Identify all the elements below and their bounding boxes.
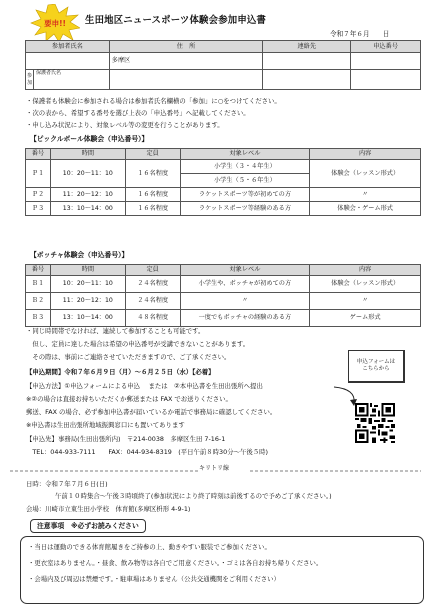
pb-time: 13：10～14：00 xyxy=(50,202,125,216)
address-prefix: 多摩区 xyxy=(111,57,131,65)
header-name: 参加者氏名 xyxy=(26,41,110,53)
event-venue: 会場：川崎市立東生田小学校 体育館(多摩区枡形 4-9-1) xyxy=(26,505,191,513)
app-number-field[interactable] xyxy=(351,53,421,70)
application-header-row xyxy=(26,41,421,53)
bc-cap: ４８名程度 xyxy=(125,310,180,327)
method-3: 郵送、FAX の場合、必ず参加申込書が届いているか電話で事務局に確認してください。 xyxy=(26,408,277,416)
pb-time: 10：20～11：10 xyxy=(50,160,125,188)
urgent-badge xyxy=(30,4,80,42)
header-contact: 連絡先 xyxy=(263,41,351,53)
bc-col-level: 対象レベル xyxy=(180,265,310,276)
pb-level: 小学生（３・４年生） xyxy=(180,160,310,174)
instruction-1: ・保護者も体験会に参加される場合は参加者氏名欄横の「参加」に○をつけてください。 xyxy=(26,97,281,105)
pb-col-level: 対象レベル xyxy=(180,149,310,160)
table-row xyxy=(26,202,421,216)
bc-cap: ２４名程度 xyxy=(125,293,180,310)
note-2: 但し、定員に達した場合は希望の申込番号が受講できないことがあります。 xyxy=(26,340,250,348)
pickleball-heading: 【ピックルボール体験会（申込番号）】 xyxy=(30,135,149,143)
table-row xyxy=(26,188,421,202)
bc-col-no: 番号 xyxy=(26,265,51,276)
boccia-heading: 【ボッチャ体験会（申込番号）】 xyxy=(30,251,129,259)
contact-address: 【申込先】事務局(生田出張所内) 〒214-0038 多摩区生田 7-16-1 xyxy=(26,435,226,443)
pb-level: ラケットスポーツ等経験のある方 xyxy=(180,202,310,216)
boccia-header-row xyxy=(26,265,421,276)
qr-label-line2: こちらから xyxy=(362,366,390,372)
pb-content: 〃 xyxy=(310,188,421,202)
table-row xyxy=(26,310,421,327)
event-date: 日時：令和７年７月６日(日) xyxy=(26,480,108,488)
pb-no: Ｐ２ xyxy=(26,188,51,202)
bc-level: 小学生や、ボッチャが初めての方 xyxy=(180,276,310,293)
bc-col-time: 時間 xyxy=(50,265,125,276)
bc-col-cap: 定員 xyxy=(125,265,180,276)
participate-checkbox[interactable] xyxy=(26,70,34,90)
guardian-contact-field[interactable] xyxy=(263,70,351,90)
bc-time: 10：20～11：10 xyxy=(50,276,125,293)
note-1: ・同じ時間帯でなければ、連続して参加することも可能です。 xyxy=(26,327,205,335)
notice-item-2: ・更衣室はありません。・昼食、飲み物等は各自でご用意ください。・ゴミは各自お持ち帰りください。 xyxy=(28,559,323,567)
bc-no: Ｂ３ xyxy=(26,310,51,327)
method-4: ※申込書は生田出張所地域振興窓口にも置いてあります xyxy=(26,421,185,429)
bc-no: Ｂ２ xyxy=(26,293,51,310)
pb-content: 体験会・ゲーム形式 xyxy=(310,202,421,216)
pb-level: 小学生（５・６年生） xyxy=(180,174,310,188)
participant-name-field[interactable] xyxy=(26,53,110,70)
pb-no: Ｐ３ xyxy=(26,202,51,216)
table-row xyxy=(26,160,421,174)
guardian-name-field[interactable] xyxy=(33,70,109,90)
application-table xyxy=(25,40,421,90)
participant-row xyxy=(26,53,421,70)
participate-label: 参加 xyxy=(26,73,32,86)
header-app-number: 申込番号 xyxy=(351,41,421,53)
pb-col-content: 内容 xyxy=(310,149,421,160)
bc-content: 体験会（レッスン形式） xyxy=(310,276,421,293)
notice-heading: 注意事項 ※必ずお読みください xyxy=(30,519,146,533)
method-1: 【申込方法】①申込フォームによる申込 または ②本申込書を生田出張所へ提出 xyxy=(26,382,263,390)
bc-col-content: 内容 xyxy=(310,265,421,276)
qr-label-line1: 申込フォームは xyxy=(356,358,396,365)
pb-no: Ｐ１ xyxy=(26,160,51,188)
table-row xyxy=(26,276,421,293)
qr-code-icon[interactable] xyxy=(355,403,395,443)
instruction-2: ・次の表から、希望する番号を選び上表の「申込番号」へ記載してください。 xyxy=(26,109,250,117)
form-date: 令和７年６月 日 xyxy=(330,30,390,38)
bc-content: 〃 xyxy=(310,293,421,310)
bc-time: 11：20～12：10 xyxy=(50,293,125,310)
starburst-icon xyxy=(30,4,80,42)
pb-content: 体験会（レッスン形式） xyxy=(310,160,421,188)
pb-level: ラケットスポーツ等が初めての方 xyxy=(180,188,310,202)
bc-time: 13：10～14：00 xyxy=(50,310,125,327)
page-title: 生田地区ニュースポーツ体験会参加申込書 xyxy=(85,15,267,26)
table-row xyxy=(26,293,421,310)
contact-phone: TEL：044-933-7111 FAX：044-934-8319 (平日午前８時30分～午後５時) xyxy=(26,448,269,456)
application-period: 【申込期間】令和７年６月９日（月）～６月２５日（水）【必着】 xyxy=(26,368,215,376)
event-time: 午前１０時集合～午後３時頃終了(参加状況により終了時刻は前後するので予めご了承ください。) xyxy=(55,492,332,500)
guardian-app-number-field[interactable] xyxy=(351,70,421,90)
bc-cap: ２４名程度 xyxy=(125,276,180,293)
pickleball-header-row xyxy=(26,149,421,160)
bc-level: 〃 xyxy=(180,293,310,310)
boccia-table xyxy=(25,264,421,327)
address-field[interactable] xyxy=(109,53,263,70)
header-address: 住 所 xyxy=(109,41,263,53)
contact-field[interactable] xyxy=(263,53,351,70)
pb-cap: １６名程度 xyxy=(125,188,180,202)
pb-time: 11：20～12：10 xyxy=(50,188,125,202)
pb-col-cap: 定員 xyxy=(125,149,180,160)
notice-item-3: ・会場内及び周辺は禁煙です。・駐車場はありません（公共交通機関をご利用ください） xyxy=(28,575,280,583)
pb-cap: １６名程度 xyxy=(125,202,180,216)
notice-item-1: ・当日は運動のできる体育館履きをご持参の上、動きやすい服装でご参加ください。 xyxy=(28,543,271,551)
pb-col-no: 番号 xyxy=(26,149,51,160)
bc-level: 一度でもボッチャの経験のある方 xyxy=(180,310,310,327)
bc-no: Ｂ１ xyxy=(26,276,51,293)
note-3: その際は、事前にご連絡させていただきますので、ご了承ください。 xyxy=(26,353,231,361)
pb-cap: １６名程度 xyxy=(125,160,180,188)
guardian-row xyxy=(26,70,421,90)
guardian-label: 保護者氏名 xyxy=(35,70,61,76)
guardian-address-field[interactable] xyxy=(109,70,263,90)
badge-text: 要申!! xyxy=(44,19,66,28)
cut-line-label: キリトリ線 xyxy=(199,465,230,472)
method-2: ※②の場合は直接お持ちいただくか郵送または FAX でお送りください。 xyxy=(26,395,232,403)
bc-content: ゲーム形式 xyxy=(310,310,421,327)
pb-col-time: 時間 xyxy=(50,149,125,160)
qr-form-label xyxy=(348,350,405,383)
instruction-3: ・申し込み状況により、対象レベル等の変更を行うことがあります。 xyxy=(26,121,224,129)
pickleball-table xyxy=(25,148,421,216)
